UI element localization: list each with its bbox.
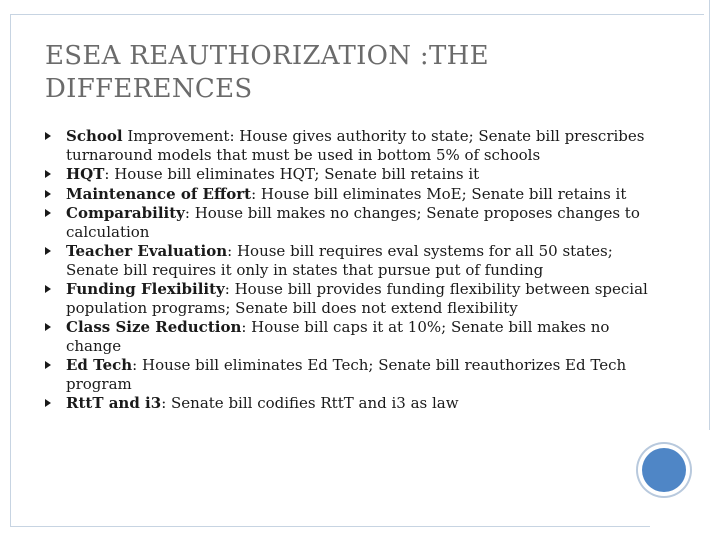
arrow-bullet-icon <box>45 399 51 407</box>
bullet-item-school-improvement <box>44 127 664 164</box>
bullet-item-ed-tech <box>44 356 664 393</box>
bullet-label: Ed Tech <box>66 356 133 374</box>
bullet-list <box>44 127 664 414</box>
bullet-item-hqt <box>44 165 664 184</box>
bullet-item-class-size-reduction <box>44 318 664 355</box>
bullet-label: School <box>66 127 123 145</box>
arrow-bullet-icon <box>45 247 51 255</box>
bullet-text: : House bill requires eval systems for all 50 states; Senate bill requires it only in states that pursue put of funding <box>66 242 613 279</box>
bullet-label: HQT <box>66 165 105 183</box>
bullet-text: : House bill eliminates HQT; Senate bill retains it <box>104 165 480 183</box>
bullet-item-maintenance-of-effort <box>44 185 664 204</box>
slide-title-line-1: ESEA REAUTHORIZATION :THE <box>45 41 489 71</box>
arrow-bullet-icon <box>45 285 51 293</box>
bullet-text: : Senate bill codifies RttT and i3 as law <box>161 394 459 412</box>
bullet-item-teacher-evaluation <box>44 242 664 279</box>
slide-title <box>45 40 645 106</box>
arrow-bullet-icon <box>45 361 51 369</box>
bullet-item-comparability <box>44 204 664 241</box>
bullet-text: : House bill eliminates MoE; Senate bill retains it <box>251 184 627 203</box>
arrow-bullet-icon <box>45 209 51 217</box>
bullet-label: Comparability <box>66 204 185 222</box>
arrow-bullet-icon <box>45 132 51 140</box>
frame-line-bottom <box>10 526 650 527</box>
bullet-label: Maintenance of Effort <box>66 184 252 203</box>
bullet-text: : House bill provides funding flexibility between special population programs; Senate bill does not extend flexibility <box>66 280 648 317</box>
bullet-text: Improvement: House gives authority to state; Senate bill prescribes turnaround models that must be used in bottom 5% of schools <box>66 127 645 164</box>
bullet-item-rttt-and-i3 <box>44 394 664 413</box>
arrow-bullet-icon <box>45 170 51 178</box>
slide-title-line-2: DIFFERENCES <box>45 74 253 104</box>
bullet-item-funding-flexibility <box>44 280 664 317</box>
bullet-label: RttT and i3 <box>66 394 162 412</box>
bullet-text: : House bill caps it at 10%; Senate bill makes no change <box>66 318 610 355</box>
arrow-bullet-icon <box>45 323 51 331</box>
frame-line-left <box>10 14 11 526</box>
bullet-text: : House bill eliminates Ed Tech; Senate bill reauthorizes Ed Tech program <box>66 356 627 393</box>
arrow-bullet-icon <box>45 190 51 198</box>
frame-line-top <box>10 14 704 15</box>
frame-line-right <box>709 0 710 430</box>
bullet-label: Teacher Evaluation <box>66 242 228 260</box>
decorative-circle <box>642 448 686 492</box>
bullet-text: : House bill makes no changes; Senate proposes changes to calculation <box>66 204 640 241</box>
bullet-label: Class Size Reduction <box>66 318 242 336</box>
bullet-label: Funding Flexibility <box>66 280 225 298</box>
